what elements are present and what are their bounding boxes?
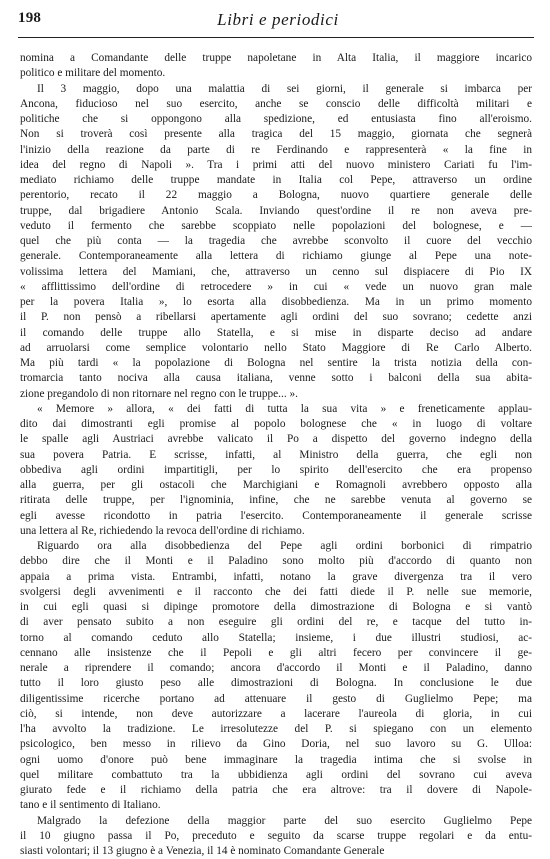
text-line: ciò, si intende, non deve autorizzare a lacerare l'aureola di gloria, in cui xyxy=(20,707,532,722)
body-text xyxy=(20,51,532,859)
text-line: Malgrado la defezione della maggior parte del suo esercito Guglielmo Pepe xyxy=(20,814,532,829)
paragraph xyxy=(20,402,532,539)
paragraph xyxy=(20,82,532,402)
text-line: nerale a riprendere il comando; ancora d'accordo il Monti e il Paladino, danno xyxy=(20,661,532,676)
text-line: di aver pensato subito a non eseguire gli ordini del re, e tacque del tutto in- xyxy=(20,615,532,630)
text-line: giurato fede e il richiamo della patria che era altrove: tra il dovere di Napole- xyxy=(20,783,532,798)
text-line: obbediva agli ordini impartitigli, per lo spirito dell'esercito che era propenso xyxy=(20,463,532,478)
text-line: ritirata delle truppe, per l'ignominia, infine, che ne sarebbe venuta al governo se xyxy=(20,493,532,508)
text-line: svolgersi degli avvenimenti e il racconto che dei fatti diede il P. nelle sue memorie, xyxy=(20,585,532,600)
text-line: Ancona, fiducioso nel suo esercito, anche se conscio delle difficoltà militari e xyxy=(20,97,532,112)
header-rule xyxy=(18,37,534,38)
text-line: truppe, dal brigadiere Antonio Scala. Inviando quest'ordine il re non aveva pre- xyxy=(20,204,532,219)
text-line: le spalle agli Austriaci avrebbe valicato il Po a dispetto del governo indegno della xyxy=(20,432,532,447)
text-line: perentorio, recato il 22 maggio a Bologna, nuovo quartiere generale delle xyxy=(20,188,532,203)
text-line: generale. Contemporaneamente alla lettera di richiamo giunge al Pepe una note- xyxy=(20,249,532,264)
text-line: « Memore » allora, « dei fatti di tutta la sua vita » e freneticamente applau- xyxy=(20,402,532,417)
text-line: sua povera Patria. E scrisse, infatti, al Ministro della guerra, che egli non xyxy=(20,448,532,463)
text-line: il 10 giugno passa il Po, preceduto e seguito da scarse truppe regolari e da entu- xyxy=(20,829,532,844)
text-line: dito dai dimostranti egli promise al popolo bolognese che « in luogo di voltare xyxy=(20,417,532,432)
text-line: Non si troverà così presente alla tragica del 15 maggio, giornata che segnerà xyxy=(20,127,532,142)
text-line: cennano alle insistenze che il Pepoli e gli altri fecero per convincere il ge- xyxy=(20,646,532,661)
text-line: psicologico, ben messo in rilievo da Gino Doria, nel suo lavoro su G. Ulloa: xyxy=(20,737,532,752)
text-line: torno al comando ceduto allo Statella; insieme, i due illustri studiosi, ac- xyxy=(20,631,532,646)
paragraph xyxy=(20,51,532,82)
running-head: Libri e periodici xyxy=(18,10,538,30)
text-line: quel che più conta — la tragedia che avrebbe sconvolto il cuore del vecchio xyxy=(20,234,532,249)
page-number: 198 xyxy=(18,10,41,27)
text-line: zione pregandolo di non ritornare nel regno con le truppe... ». xyxy=(20,387,532,402)
text-line: per la povera Italia », lo esorta alla disobbedienza. Ma in un primo momento xyxy=(20,295,532,310)
paragraph xyxy=(20,539,532,814)
text-line: ogni uomo d'onore può bene immaginare la tragedia intima che si svolse in xyxy=(20,753,532,768)
page-header xyxy=(18,10,538,34)
text-line: siasti volontari; il 13 giugno è a Venezia, il 14 è nominato Comandante Generale xyxy=(20,844,532,859)
text-line: l'ha avvolto la tradizione. Le irresolutezze del P. si spiegano con un elemento xyxy=(20,722,532,737)
text-line: « afflittissimo dell'ordine di retrocedere » in cui « vede un nuovo gran male xyxy=(20,280,532,295)
text-line: Il 3 maggio, dopo una malattia di sei giorni, il generale si imbarca per xyxy=(20,82,532,97)
text-line: idea del regno di Napoli ». Tra i primi atti del nuovo ministero Cariati fu l'im- xyxy=(20,158,532,173)
text-line: l'inizio della reazione da parte di re Ferdinando e rappresenterà « la fine in xyxy=(20,143,532,158)
text-line: in cui egli quasi si dipinge promotore della dimostrazione di Bologna e si vantò xyxy=(20,600,532,615)
text-line: politico e militare del momento. xyxy=(20,66,532,81)
text-line: mediato richiamo delle truppe mandate in Italia col Pepe, attraverso un ordine xyxy=(20,173,532,188)
text-line: Ma più tardi « la popolazione di Bologna nel sentire la trista notizia della con- xyxy=(20,356,532,371)
text-line: il P. non pensò a ribellarsi apertamente agli ordini del suo sovrano; cedette anzi xyxy=(20,310,532,325)
text-line: alla guerra, per gli ostacoli che Marchigiani e Romagnoli avrebbero opposto alla xyxy=(20,478,532,493)
text-line: Riguardo ora alla disobbedienza del Pepe agli ordini borbonici di rimpatrio xyxy=(20,539,532,554)
text-line: tutto il loro giusto peso alle dimostrazioni di Bologna. In conclusione le due xyxy=(20,676,532,691)
text-line: egli avesse ricondotto in patria l'esercito. Contemporaneamente il generale scrisse xyxy=(20,509,532,524)
text-line: quel militare combattuto tra la ubbidienza agli ordini del sovrano cui aveva xyxy=(20,768,532,783)
text-line: una lettera al Re, richiedendo la revoca dell'ordine di richiamo. xyxy=(20,524,532,539)
text-line: tromarcia tanto nociva alla causa italiana, venne sotto i balconi della sua abita- xyxy=(20,371,532,386)
text-line: nomina a Comandante delle truppe napoletane in Alta Italia, il maggiore incarico xyxy=(20,51,532,66)
text-line: politiche che si oppongono alla spedizione, ed entusiasta fino all'eroismo. xyxy=(20,112,532,127)
text-line: veduto il fermento che sarebbe scoppiato nelle popolazioni del bolognese, e — xyxy=(20,219,532,234)
text-line: il comando delle truppe allo Statella, e si mise in disparte deciso ad andare xyxy=(20,326,532,341)
text-line: ad arruolarsi come semplice volontario nello Stato Maggiore di Re Carlo Alberto. xyxy=(20,341,532,356)
text-line: tano e il sentimento di Italiano. xyxy=(20,798,532,813)
text-line: appaia a prima vista. Entrambi, infatti, notano la grave divergenza tra il vero xyxy=(20,570,532,585)
text-line: volissima lettera del Mamiani, che, attraverso un cenno sul dispiacere di Pio IX xyxy=(20,265,532,280)
text-line: debbo dire che il Monti e il Paladino sono molto più d'accordo di quanto non xyxy=(20,554,532,569)
text-line: diligentissime ricerche portano ad attenuare il gesto di Guglielmo Pepe; ma xyxy=(20,692,532,707)
paragraph xyxy=(20,814,532,859)
